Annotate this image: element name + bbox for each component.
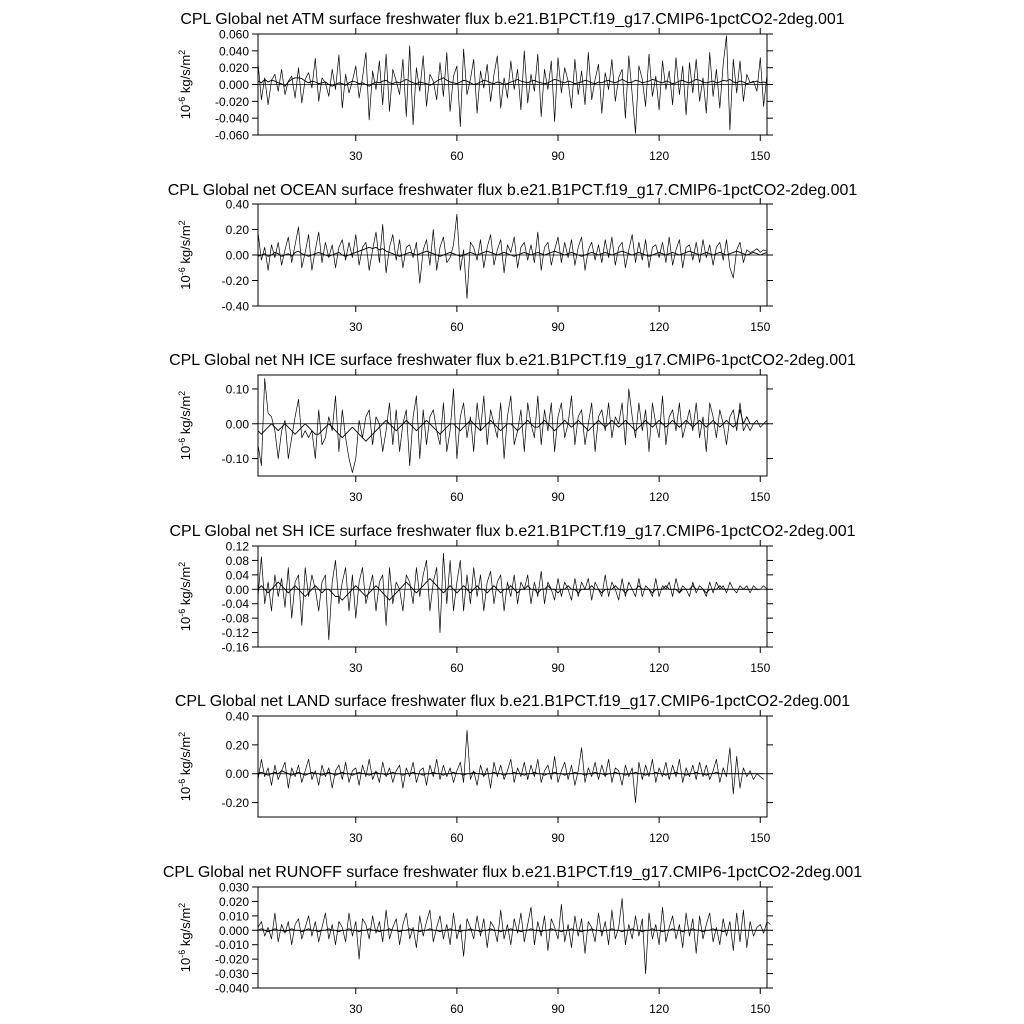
series-line-0 <box>258 899 770 974</box>
x-tick-label: 150 <box>750 1002 771 1016</box>
series-line-0 <box>258 730 764 802</box>
x-tick-label: 60 <box>450 1002 464 1016</box>
series-line-1 <box>258 410 767 441</box>
chart-panel-2 <box>169 352 856 504</box>
series-line-0 <box>258 214 767 298</box>
y-axis-label <box>177 562 193 631</box>
x-tick-label: 120 <box>649 1002 670 1016</box>
y-tick-label: 0.040 <box>218 44 249 59</box>
y-tick-label: -0.040 <box>214 981 249 996</box>
y-label-superscript: 2 <box>177 390 187 396</box>
x-tick-label: 90 <box>551 661 565 675</box>
y-label-unit: kg/s/m <box>178 225 193 268</box>
y-label-superscript: 2 <box>177 49 187 55</box>
x-tick-label: 120 <box>649 490 670 504</box>
x-tick-label: 90 <box>551 1002 565 1016</box>
y-label-exponent: -6 <box>177 267 187 276</box>
x-tick-label: 120 <box>649 320 670 334</box>
y-tick-label: -0.010 <box>214 938 249 953</box>
x-tick-label: 150 <box>750 320 771 334</box>
y-tick-label: 0.000 <box>218 923 249 938</box>
y-tick-label: 0.40 <box>225 197 249 212</box>
x-tick-label: 30 <box>349 490 363 504</box>
y-tick-label: 0.12 <box>225 539 249 554</box>
chart-panel-0 <box>177 11 845 163</box>
y-label-superscript: 2 <box>177 561 187 567</box>
chart-title: CPL Global net OCEAN surface freshwater flux b.e21.B1PCT.f19_g17.CMIP6-1pctCO2-2deg.001 <box>167 182 858 199</box>
y-axis-label <box>177 391 193 460</box>
y-label-unit: kg/s/m <box>178 395 193 438</box>
x-tick-label: 150 <box>750 149 771 163</box>
y-tick-label: 0.030 <box>218 880 249 895</box>
y-tick-label: 0.00 <box>225 248 249 263</box>
x-tick-label: 90 <box>551 490 565 504</box>
y-label-superscript: 2 <box>177 902 187 908</box>
x-tick-label: 60 <box>450 149 464 163</box>
y-tick-label: -0.020 <box>214 94 249 109</box>
y-label-base: 10 <box>178 445 193 461</box>
x-tick-label: 60 <box>450 831 464 845</box>
y-label-unit: kg/s/m <box>178 54 193 97</box>
chart-title: CPL Global net ATM surface freshwater flux b.e21.B1PCT.f19_g17.CMIP6-1pctCO2-2deg.001 <box>180 11 845 28</box>
y-label-exponent: -6 <box>177 949 187 958</box>
x-tick-label: 120 <box>649 831 670 845</box>
y-axis-label <box>177 732 193 801</box>
y-tick-label: 0.060 <box>218 27 249 42</box>
y-tick-label: -0.04 <box>221 597 249 612</box>
y-tick-label: 0.04 <box>225 568 249 583</box>
y-tick-label: 0.00 <box>225 417 249 432</box>
y-label-superscript: 2 <box>177 731 187 737</box>
x-tick-label: 30 <box>349 320 363 334</box>
x-tick-label: 150 <box>750 490 771 504</box>
x-tick-label: 90 <box>551 149 565 163</box>
x-tick-label: 150 <box>750 661 771 675</box>
x-tick-label: 30 <box>349 831 363 845</box>
y-tick-label: -0.020 <box>214 952 249 967</box>
x-tick-label: 120 <box>649 149 670 163</box>
x-tick-label: 30 <box>349 661 363 675</box>
y-label-base: 10 <box>178 616 193 632</box>
y-label-base: 10 <box>178 786 193 802</box>
chart-panel-1 <box>168 182 858 334</box>
chart-panel-4 <box>175 693 850 845</box>
y-axis-label <box>177 50 193 119</box>
y-label-unit: kg/s/m <box>178 566 193 609</box>
y-label-exponent: -6 <box>177 437 187 446</box>
chart-title: CPL Global net NH ICE surface freshwater flux b.e21.B1PCT.f19_g17.CMIP6-1pctCO2-2deg.001 <box>169 352 856 369</box>
y-axis-label <box>177 220 193 289</box>
x-tick-label: 90 <box>551 320 565 334</box>
y-label-exponent: -6 <box>177 96 187 105</box>
y-tick-label: 0.000 <box>218 78 249 92</box>
y-tick-label: -0.20 <box>221 796 249 811</box>
y-tick-label: 0.20 <box>225 223 249 237</box>
series-line-0 <box>258 553 767 640</box>
y-tick-label: 0.010 <box>218 909 249 924</box>
y-tick-label: -0.10 <box>221 452 249 467</box>
y-tick-label: 0.00 <box>225 767 249 782</box>
x-tick-label: 30 <box>349 149 363 163</box>
y-label-exponent: -6 <box>177 778 187 787</box>
chart-title: CPL Global net RUNOFF surface freshwater flux b.e21.B1PCT.f19_g17.CMIP6-1pctCO2-2deg.001 <box>162 864 863 881</box>
y-label-unit: kg/s/m <box>178 907 193 950</box>
y-tick-label: 0.10 <box>225 382 249 397</box>
y-tick-label: -0.060 <box>214 128 249 143</box>
y-tick-label: 0.00 <box>225 582 249 597</box>
y-tick-label: -0.040 <box>214 111 249 126</box>
y-label-base: 10 <box>178 275 193 290</box>
y-tick-label: 0.20 <box>225 738 249 753</box>
y-label-base: 10 <box>178 957 193 973</box>
y-tick-label: -0.08 <box>221 611 249 626</box>
x-tick-label: 90 <box>551 831 565 845</box>
x-tick-label: 150 <box>750 831 771 845</box>
chart-title: CPL Global net SH ICE surface freshwater flux b.e21.B1PCT.f19_g17.CMIP6-1pctCO2-2deg.001 <box>169 523 856 540</box>
x-tick-label: 30 <box>349 1002 363 1016</box>
plot-frame <box>258 546 767 647</box>
y-tick-label: 0.020 <box>218 894 249 909</box>
y-tick-label: 0.020 <box>218 61 249 76</box>
y-tick-label: -0.12 <box>221 626 249 641</box>
y-label-superscript: 2 <box>177 220 187 226</box>
chart-title: CPL Global net LAND surface freshwater flux b.e21.B1PCT.f19_g17.CMIP6-1pctCO2-2deg.001 <box>174 693 851 710</box>
y-tick-label: -0.20 <box>221 274 249 288</box>
y-label-exponent: -6 <box>177 608 187 617</box>
x-tick-label: 60 <box>450 661 464 675</box>
x-tick-label: 120 <box>649 661 670 675</box>
y-tick-label: 0.40 <box>225 709 249 724</box>
y-axis-label <box>177 903 193 972</box>
chart-panel-5 <box>163 864 862 1016</box>
y-tick-label: -0.16 <box>221 640 249 655</box>
chart-panel-3 <box>170 523 856 675</box>
plot-frame <box>258 716 767 817</box>
y-label-unit: kg/s/m <box>178 736 193 779</box>
y-label-base: 10 <box>178 104 193 120</box>
x-tick-label: 60 <box>450 320 464 334</box>
x-tick-label: 60 <box>450 490 464 504</box>
y-tick-label: -0.030 <box>214 967 249 982</box>
y-tick-label: -0.40 <box>221 299 249 314</box>
y-tick-label: 0.08 <box>225 553 249 568</box>
